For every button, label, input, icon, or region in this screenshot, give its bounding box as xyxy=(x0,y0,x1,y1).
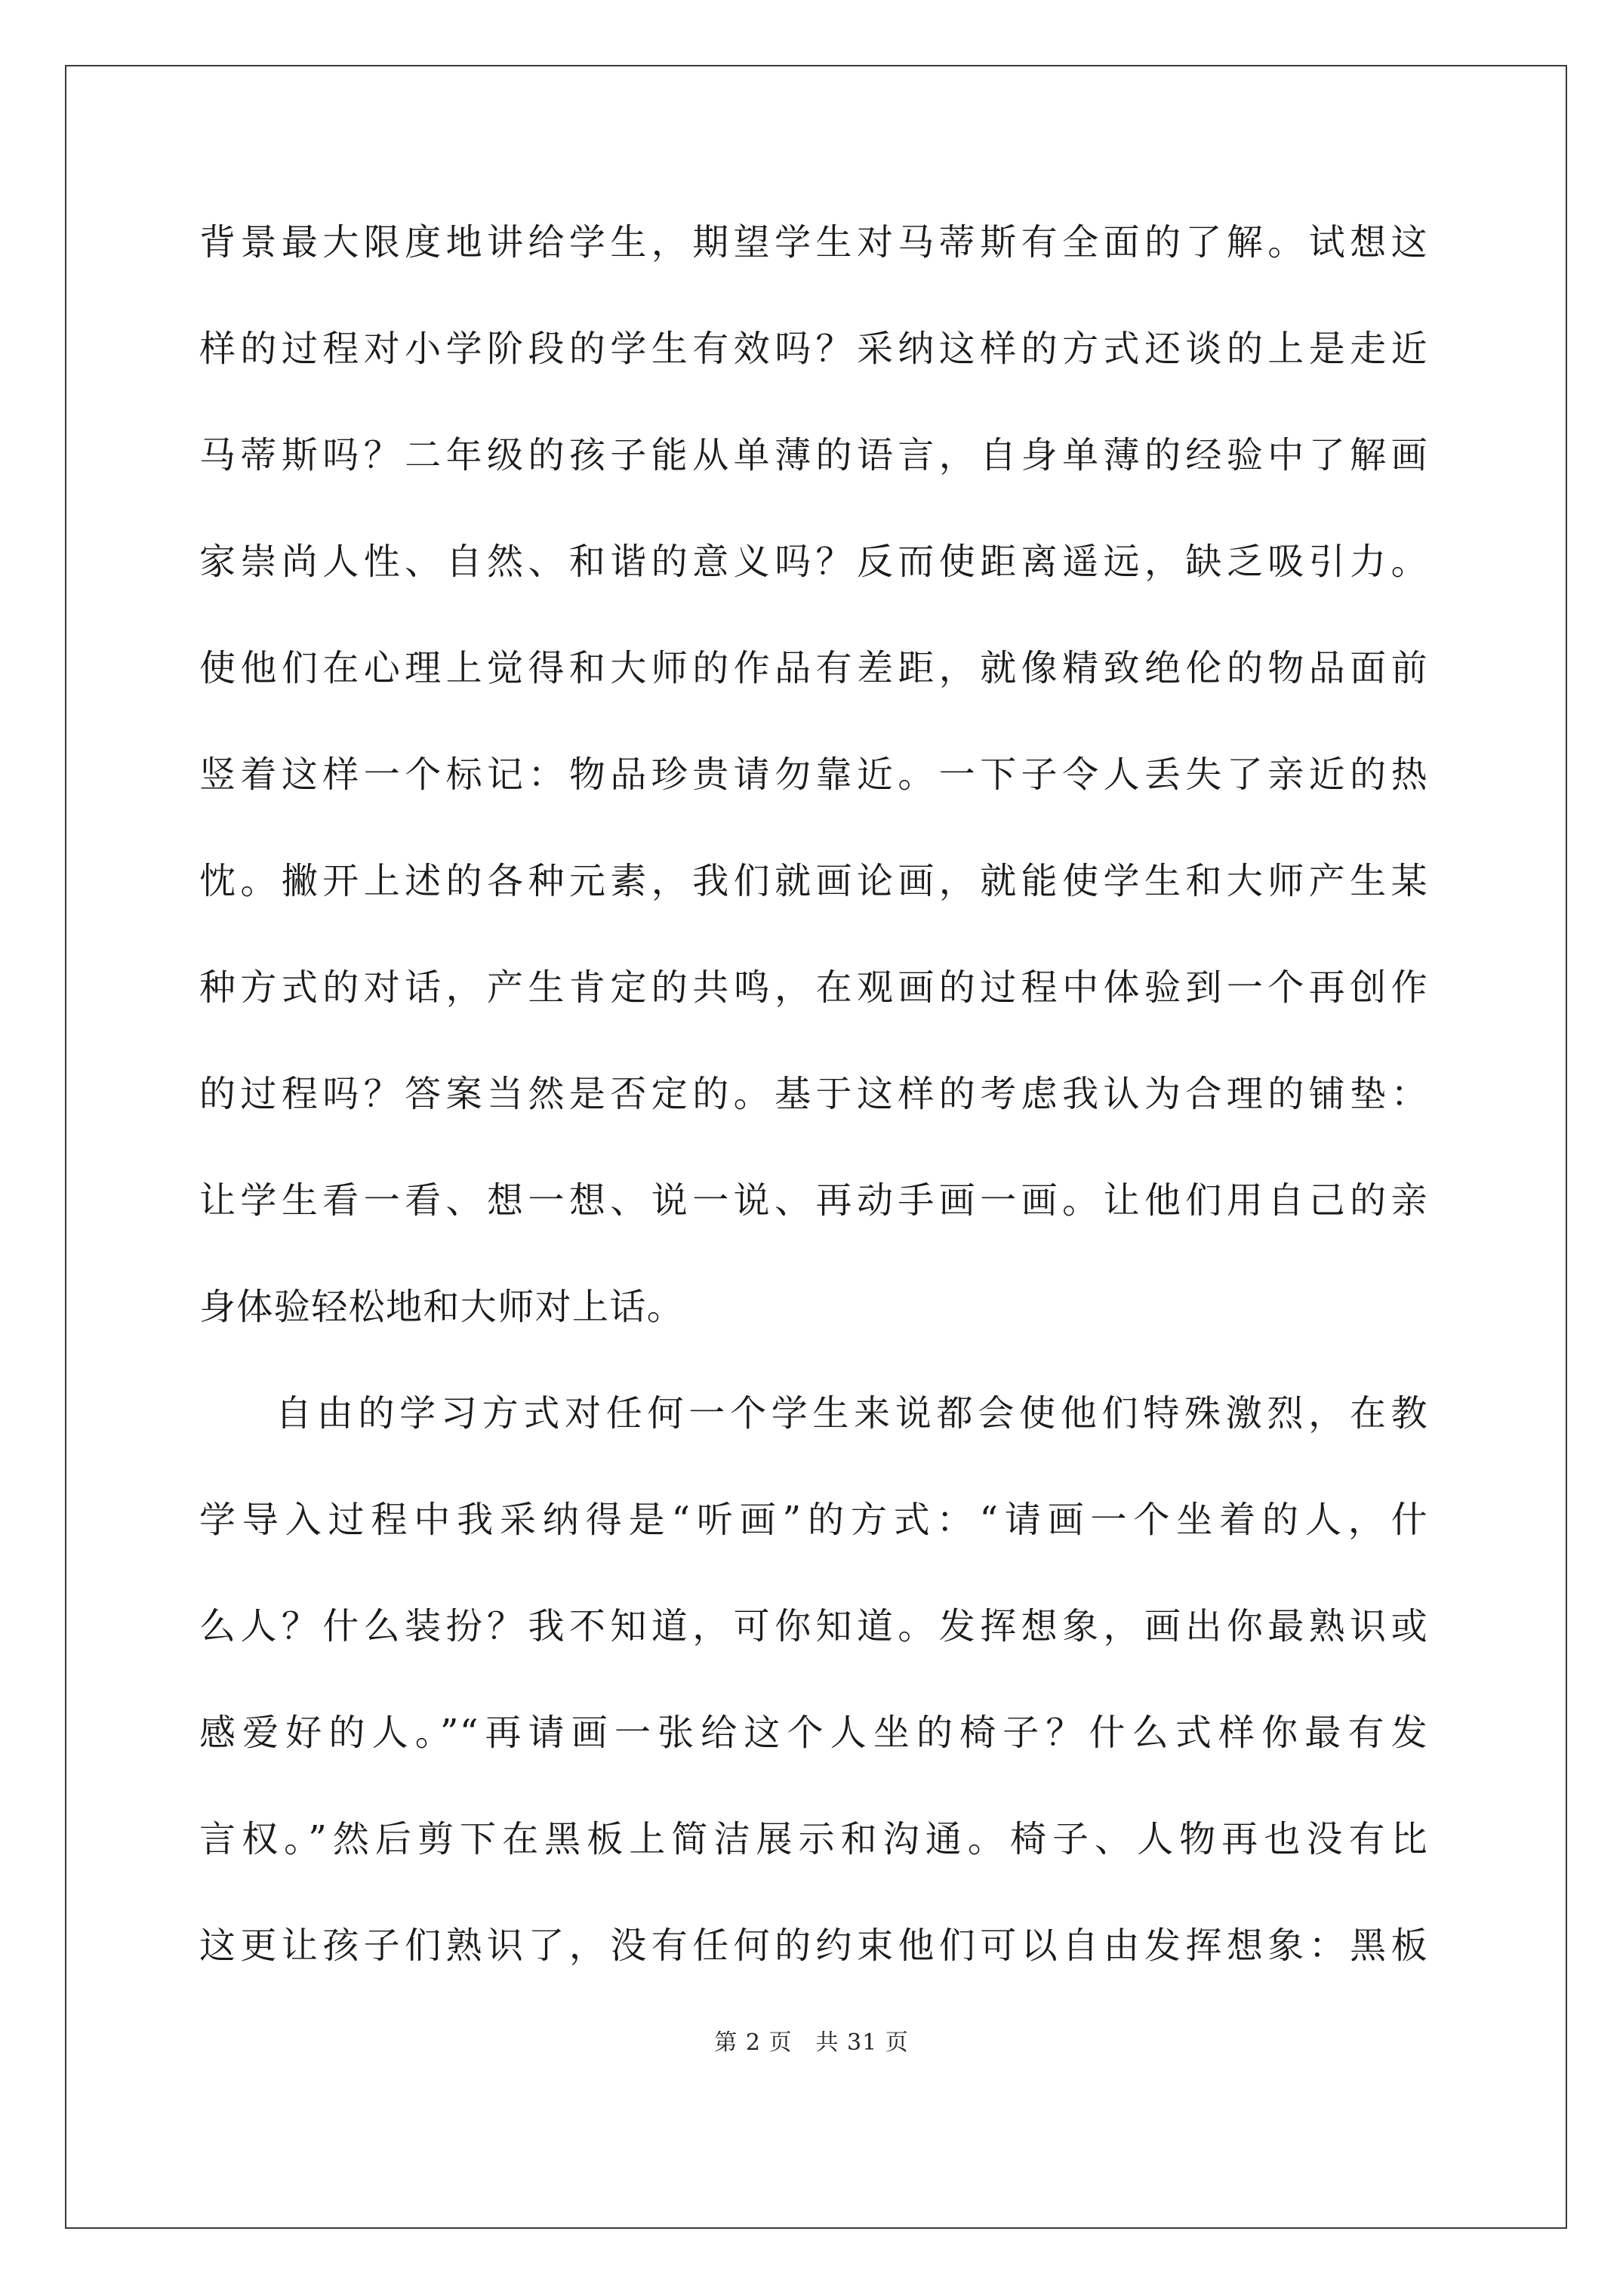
text-line: 使他们在心理上觉得和大师的作品有差距，就像精致绝伦的物品面前 xyxy=(199,647,1428,689)
text-line: 学导入过程中我采纳得是“听画”的方式：“请画一个坐着的人，什 xyxy=(199,1499,1428,1541)
text-line: 让学生看一看、想一想、说一说、再动手画一画。让他们用自己的亲 xyxy=(199,1179,1428,1222)
text-line: 言权。”然后剪下在黑板上简洁展示和沟通。椅子、人物再也没有比 xyxy=(199,1818,1428,1860)
text-line-paragraph-start: 自由的学习方式对任何一个学生来说都会使他们特殊激烈，在教 xyxy=(276,1392,1428,1435)
text-line: 种方式的对话，产生肯定的共鸣，在观画的过程中体验到一个再创作 xyxy=(199,966,1428,1009)
text-line: 家崇尚人性、自然、和谐的意义吗？反而使距离遥远，缺乏吸引力。 xyxy=(199,541,1428,583)
text-line: 的过程吗？答案当然是否定的。基于这样的考虑我认为合理的铺垫： xyxy=(199,1073,1428,1115)
page-number-footer: 第 2 页 共 31 页 xyxy=(714,2029,909,2056)
text-line-paragraph-end: 身体验轻松地和大师对上话。 xyxy=(199,1286,685,1328)
text-line: 这更让孩子们熟识了，没有任何的约束他们可以自由发挥想象：黑板 xyxy=(199,1925,1428,1967)
text-line: 样的过程对小学阶段的学生有效吗？采纳这样的方式还谈的上是走近 xyxy=(199,328,1428,370)
text-line: 马蒂斯吗？二年级的孩子能从单薄的语言，自身单薄的经验中了解画 xyxy=(199,434,1428,476)
text-line: 背景最大限度地讲给学生，期望学生对马蒂斯有全面的了解。试想这 xyxy=(199,221,1428,264)
text-line: 忱。撇开上述的各种元素，我们就画论画，就能使学生和大师产生某 xyxy=(199,860,1428,902)
text-line: 么人？什么装扮？我不知道，可你知道。发挥想象，画出你最熟识或 xyxy=(199,1605,1428,1647)
text-line: 感爱好的人。”“再请画一张给这个人坐的椅子？什么式样你最有发 xyxy=(199,1712,1428,1754)
document-body xyxy=(199,215,1428,2025)
text-line: 竖着这样一个标记：物品珍贵请勿靠近。一下子令人丢失了亲近的热 xyxy=(199,754,1428,796)
